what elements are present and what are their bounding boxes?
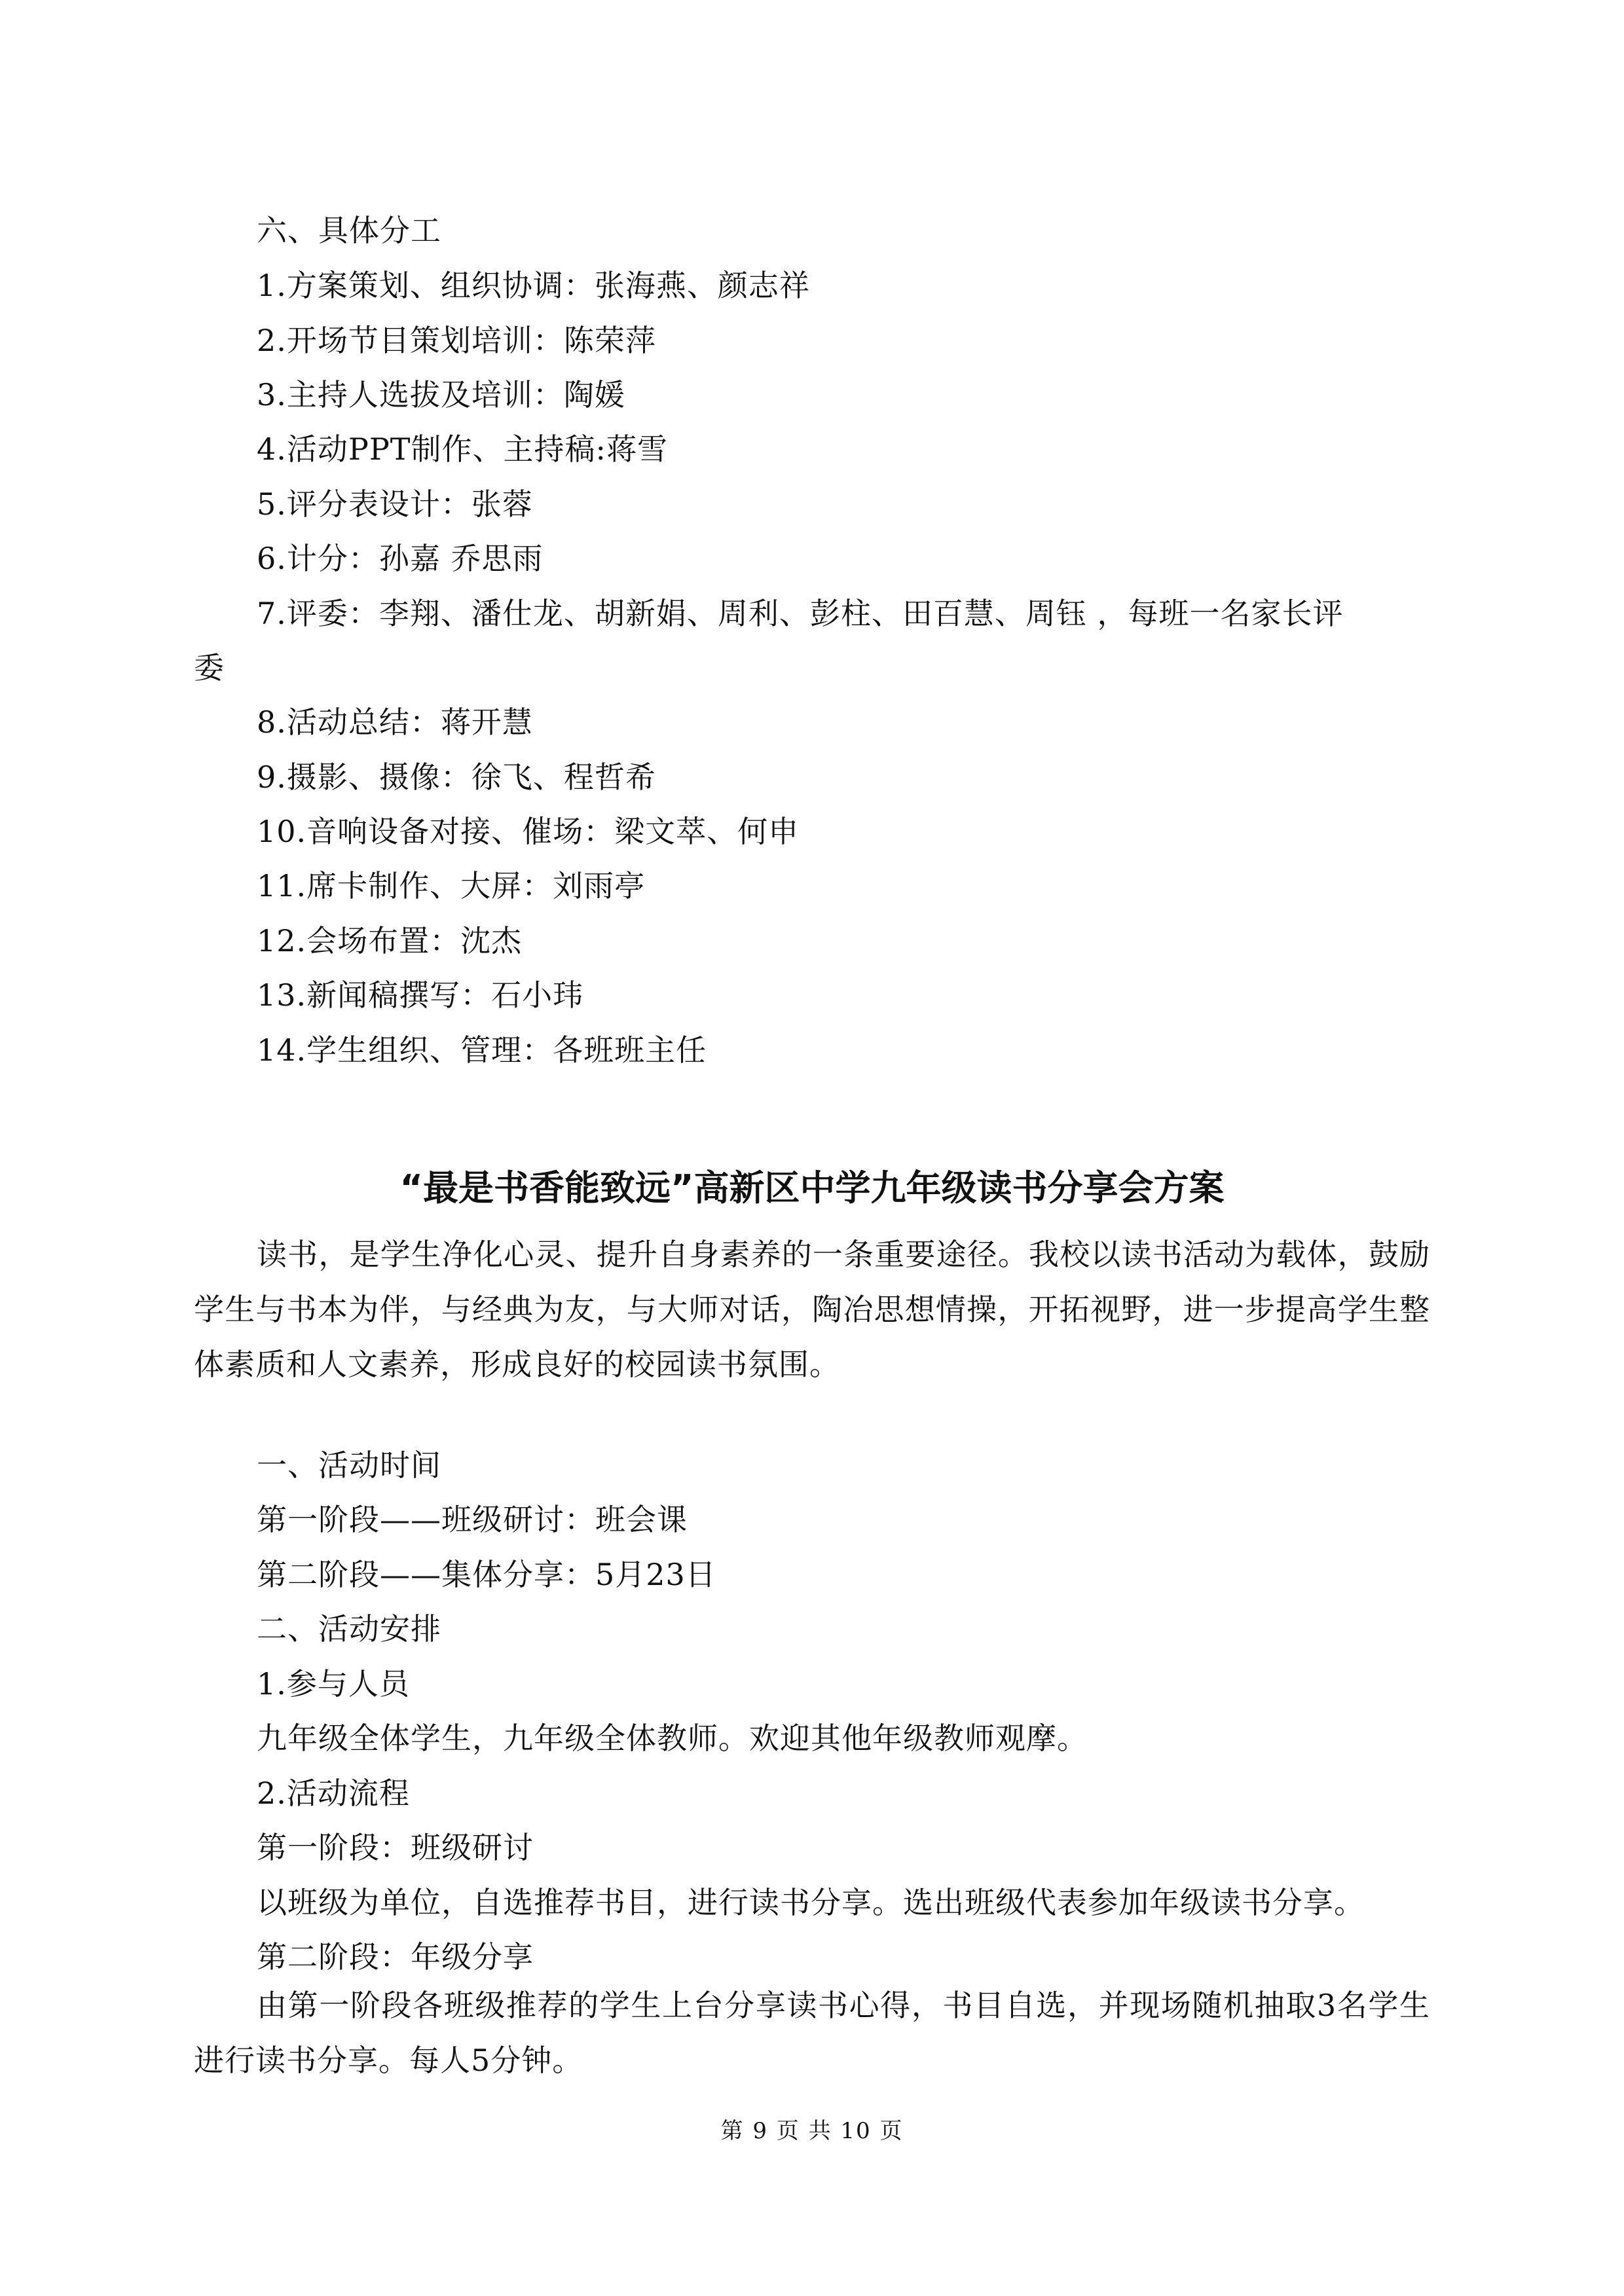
section-heading-arrangement: 二、活动安排	[257, 1611, 441, 1647]
plan-line: 第二阶段——集体分享：5月23日	[257, 1557, 716, 1592]
division-item: 13.新闻稿撰写：石小玮	[257, 977, 584, 1013]
plan-line: 第二阶段：年级分享	[257, 1939, 534, 1975]
section-heading-time: 一、活动时间	[257, 1448, 441, 1483]
division-item: 8.活动总结：蒋开慧	[257, 704, 533, 740]
division-item: 4.活动PPT制作、主持稿:蒋雪	[257, 431, 668, 467]
plan-line: 以班级为单位，自选推荐书目，进行读书分享。选出班级代表参加年级读书分享。	[257, 1885, 1365, 1920]
page-number-footer: 第 9 页 共 10 页	[720, 2118, 904, 2144]
division-item: 2.开场节目策划培训：陈荣萍	[257, 323, 656, 358]
plan-closing-paragraph: 由第一阶段各班级推荐的学生上台分享读书心得，书目自选，并现场随机抽取3名学生进行读书分享。每人5分钟。	[194, 1988, 1430, 2078]
plan-intro-paragraph: 读书，是学生净化心灵、提升自身素养的一条重要途径。我校以读书活动为载体，鼓励学生与书本为伴，与经典为友，与大师对话，陶冶思想情操，开拓视野，进一步提高学生整体素质和人文素养，形成良好的校园读书氛围。	[194, 1237, 1430, 1382]
division-item: 10.音响设备对接、催场：梁文萃、何申	[257, 814, 800, 849]
division-item: 12.会场布置：沈杰	[257, 923, 523, 958]
division-item: 11.席卡制作、大屏：刘雨亭	[257, 868, 646, 903]
plan-line: 第一阶段：班级研讨	[257, 1830, 534, 1865]
plan-title: “最是书香能致远”高新区中学九年级读书分享会方案	[399, 1167, 1225, 1209]
division-item: 6.计分：孙嘉 乔思雨	[257, 541, 544, 576]
division-item: 5.评分表设计：张蓉	[257, 486, 533, 522]
plan-line: 1.参与人员	[257, 1666, 410, 1702]
plan-line: 九年级全体学生，九年级全体教师。欢迎其他年级教师观摩。	[257, 1721, 1088, 1756]
plan-line: 2.活动流程	[257, 1776, 410, 1811]
division-item: 7.评委：李翔、潘仕龙、胡新娟、周利、彭柱、田百慧、周钰 ，每班一名家长评	[257, 596, 1344, 631]
division-heading: 六、具体分工	[257, 213, 441, 248]
plan-line: 第一阶段——班级研讨：班会课	[257, 1502, 688, 1537]
division-item-continuation: 委	[194, 650, 225, 685]
division-item: 9.摄影、摄像：徐飞、程哲希	[257, 759, 656, 795]
division-item: 3.主持人选拔及培训：陶媛	[257, 377, 625, 412]
division-item: 1.方案策划、组织协调：张海燕、颜志祥	[257, 268, 810, 303]
division-item: 14.学生组织、管理：各班班主任	[257, 1032, 707, 1068]
